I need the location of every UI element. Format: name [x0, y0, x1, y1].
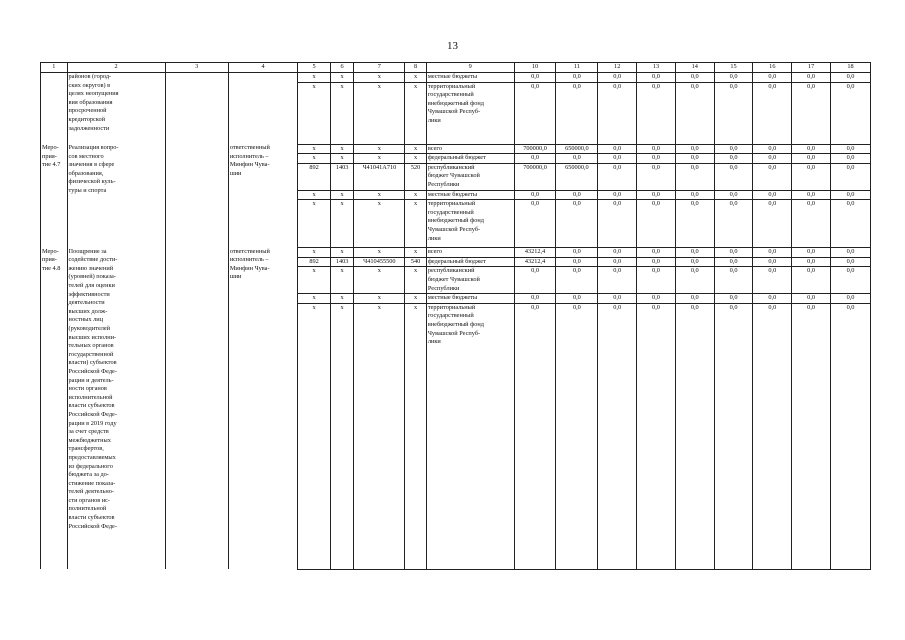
amount-cell: 0,0: [637, 154, 676, 164]
column-number-17: 17: [792, 63, 831, 73]
measure-name-cell: Реализация вопро- сов местного значения в сфере образования, физической куль- туры и спорта: [67, 144, 165, 248]
column-number-18: 18: [831, 63, 871, 73]
section-code-cell: x: [330, 73, 353, 83]
expense-type-cell: x: [405, 248, 426, 258]
amount-cell: 0,0: [675, 303, 714, 569]
target-article-cell: x: [354, 144, 405, 154]
column-number-4: 4: [228, 63, 297, 73]
funding-source-cell: местные бюджеты: [426, 73, 514, 83]
target-article-cell: x: [354, 303, 405, 569]
amount-cell: 0,0: [714, 267, 753, 294]
header-row: [41, 63, 871, 73]
amount-cell: 0,0: [675, 163, 714, 190]
expense-type-cell: x: [405, 154, 426, 164]
amount-cell: 650000,0: [556, 163, 598, 190]
amount-cell: 0,0: [637, 82, 676, 144]
amount-cell: 0,0: [753, 267, 792, 294]
funding-source-cell: территориальный государственный внебюджетный фонд Чувашской Респуб- лики: [426, 303, 514, 569]
amount-cell: 0,0: [675, 144, 714, 154]
amount-cell: 0,0: [792, 267, 831, 294]
amount-cell: 0,0: [514, 82, 556, 144]
amount-cell: 0,0: [675, 190, 714, 200]
amount-cell: 0,0: [792, 144, 831, 154]
expense-type-cell: x: [405, 73, 426, 83]
amount-cell: 0,0: [637, 163, 676, 190]
amount-cell: 0,0: [675, 294, 714, 304]
column-number-2: 2: [67, 63, 165, 73]
amount-cell: 0,0: [831, 248, 871, 258]
target-article-cell: x: [354, 82, 405, 144]
target-article-cell: x: [354, 267, 405, 294]
amount-cell: 0,0: [831, 294, 871, 304]
budget-table: [40, 62, 871, 570]
amount-cell: 0,0: [598, 82, 637, 144]
amount-cell: 0,0: [514, 294, 556, 304]
amount-cell: 0,0: [675, 154, 714, 164]
amount-cell: 0,0: [637, 267, 676, 294]
amount-cell: 0,0: [556, 303, 598, 569]
funding-source-cell: всего: [426, 144, 514, 154]
measure-id-cell: [41, 73, 68, 145]
amount-cell: 0,0: [556, 267, 598, 294]
section-code-cell: x: [330, 200, 353, 248]
amount-cell: 0,0: [675, 248, 714, 258]
amount-cell: 700000,0: [514, 163, 556, 190]
amount-cell: 0,0: [792, 82, 831, 144]
amount-cell: 0,0: [598, 303, 637, 569]
column-number-3: 3: [165, 63, 228, 73]
amount-cell: 0,0: [792, 163, 831, 190]
section-code-cell: 1403: [330, 163, 353, 190]
executor-cell: [228, 73, 297, 145]
amount-cell: 0,0: [753, 73, 792, 83]
amount-cell: 0,0: [514, 73, 556, 83]
amount-cell: 0,0: [714, 190, 753, 200]
amount-cell: 0,0: [598, 294, 637, 304]
amount-cell: 0,0: [556, 257, 598, 267]
amount-cell: 0,0: [714, 257, 753, 267]
funding-source-cell: местные бюджеты: [426, 294, 514, 304]
amount-cell: 0,0: [714, 73, 753, 83]
expense-type-cell: x: [405, 144, 426, 154]
amount-cell: 0,0: [831, 163, 871, 190]
amount-cell: 0,0: [598, 163, 637, 190]
amount-cell: 0,0: [598, 257, 637, 267]
amount-cell: 43212,4: [514, 248, 556, 258]
subprogram-cell: [165, 73, 228, 145]
amount-cell: 0,0: [792, 294, 831, 304]
amount-cell: 0,0: [831, 257, 871, 267]
amount-cell: 0,0: [556, 294, 598, 304]
amount-cell: 0,0: [753, 82, 792, 144]
grbs-cell: x: [298, 248, 331, 258]
amount-cell: 0,0: [514, 190, 556, 200]
amount-cell: 0,0: [556, 200, 598, 248]
section-code-cell: x: [330, 190, 353, 200]
amount-cell: 0,0: [514, 303, 556, 569]
expense-type-cell: x: [405, 303, 426, 569]
amount-cell: 0,0: [598, 267, 637, 294]
target-article-cell: Ч41041А710: [354, 163, 405, 190]
amount-cell: 0,0: [714, 294, 753, 304]
section-code-cell: x: [330, 154, 353, 164]
amount-cell: 0,0: [714, 144, 753, 154]
grbs-cell: x: [298, 144, 331, 154]
section-code-cell: x: [330, 303, 353, 569]
amount-cell: 0,0: [714, 154, 753, 164]
grbs-cell: x: [298, 294, 331, 304]
amount-cell: 0,0: [556, 82, 598, 144]
section-code-cell: x: [330, 267, 353, 294]
column-number-1: 1: [41, 63, 68, 73]
amount-cell: 0,0: [714, 163, 753, 190]
column-number-10: 10: [514, 63, 556, 73]
funding-source-cell: территориальный государственный внебюджетный фонд Чувашской Респуб- лики: [426, 200, 514, 248]
grbs-cell: 892: [298, 163, 331, 190]
column-number-14: 14: [675, 63, 714, 73]
amount-cell: 43212,4: [514, 257, 556, 267]
amount-cell: 0,0: [831, 82, 871, 144]
amount-cell: 0,0: [792, 248, 831, 258]
amount-cell: 0,0: [753, 163, 792, 190]
grbs-cell: x: [298, 73, 331, 83]
grbs-cell: 892: [298, 257, 331, 267]
amount-cell: 0,0: [514, 200, 556, 248]
expense-type-cell: x: [405, 294, 426, 304]
column-number-6: 6: [330, 63, 353, 73]
amount-cell: 0,0: [753, 248, 792, 258]
expense-type-cell: x: [405, 200, 426, 248]
expense-type-cell: 520: [405, 163, 426, 190]
amount-cell: 0,0: [753, 144, 792, 154]
amount-cell: 0,0: [598, 190, 637, 200]
target-article-cell: x: [354, 190, 405, 200]
target-article-cell: x: [354, 248, 405, 258]
funding-source-cell: республиканский бюджет Чувашской Республики: [426, 163, 514, 190]
target-article-cell: x: [354, 200, 405, 248]
amount-cell: 0,0: [637, 73, 676, 83]
amount-cell: 0,0: [831, 303, 871, 569]
amount-cell: 0,0: [598, 248, 637, 258]
expense-type-cell: x: [405, 190, 426, 200]
amount-cell: 0,0: [637, 200, 676, 248]
measure-id-cell: Меро- прия- тие 4.8: [41, 248, 68, 570]
target-article-cell: x: [354, 154, 405, 164]
amount-cell: 0,0: [598, 73, 637, 83]
table-row: [41, 73, 871, 83]
table-row: [41, 248, 871, 258]
column-number-11: 11: [556, 63, 598, 73]
column-number-13: 13: [637, 63, 676, 73]
column-number-15: 15: [714, 63, 753, 73]
target-article-cell: x: [354, 294, 405, 304]
amount-cell: 0,0: [753, 200, 792, 248]
column-number-12: 12: [598, 63, 637, 73]
column-number-8: 8: [405, 63, 426, 73]
amount-cell: 0,0: [675, 200, 714, 248]
amount-cell: 0,0: [792, 257, 831, 267]
amount-cell: 0,0: [556, 73, 598, 83]
amount-cell: 0,0: [637, 257, 676, 267]
amount-cell: 0,0: [714, 200, 753, 248]
amount-cell: 0,0: [831, 154, 871, 164]
subprogram-cell: [165, 144, 228, 248]
amount-cell: 0,0: [675, 267, 714, 294]
amount-cell: 0,0: [792, 303, 831, 569]
amount-cell: 0,0: [675, 73, 714, 83]
section-code-cell: x: [330, 248, 353, 258]
grbs-cell: x: [298, 154, 331, 164]
amount-cell: 0,0: [831, 267, 871, 294]
amount-cell: 0,0: [598, 200, 637, 248]
target-article-cell: Ч410455500: [354, 257, 405, 267]
page-number: 13: [447, 40, 458, 52]
expense-type-cell: x: [405, 267, 426, 294]
column-number-16: 16: [753, 63, 792, 73]
amount-cell: 0,0: [831, 200, 871, 248]
amount-cell: 0,0: [831, 73, 871, 83]
executor-cell: ответственный исполнитель – Минфин Чува- шии: [228, 144, 297, 248]
expense-type-cell: x: [405, 82, 426, 144]
section-code-cell: x: [330, 144, 353, 154]
amount-cell: 0,0: [675, 82, 714, 144]
amount-cell: 0,0: [637, 190, 676, 200]
section-code-cell: x: [330, 82, 353, 144]
funding-source-cell: всего: [426, 248, 514, 258]
amount-cell: 0,0: [714, 82, 753, 144]
executor-cell: ответственный исполнитель – Минфин Чува- шии: [228, 248, 297, 570]
column-number-5: 5: [298, 63, 331, 73]
amount-cell: 0,0: [598, 144, 637, 154]
amount-cell: 0,0: [514, 267, 556, 294]
amount-cell: 0,0: [753, 257, 792, 267]
amount-cell: 0,0: [792, 200, 831, 248]
subprogram-cell: [165, 248, 228, 570]
amount-cell: 0,0: [556, 190, 598, 200]
amount-cell: 0,0: [831, 190, 871, 200]
amount-cell: 0,0: [753, 190, 792, 200]
measure-name-cell: Поощрение за содействие дости- жению значений (уровней) показа- телей для оценки эффективности деятельности высших долж- ностных лиц (руководителей высших исполни- тельных органов государственной власти) субъектов Российской Феде- рации и деятель- ности органов исполнительной власти субъектов Российской Феде- рации в 2019 году за счет средств межбюджетных трансфертов, предоставляемых из федерального бюджета за до- стижение показа- телей деятельно- сти органов ис- полнительной власти субъектов Российской Феде-: [67, 248, 165, 570]
funding-source-cell: территориальный государственный внебюджетный фонд Чувашской Респуб- лики: [426, 82, 514, 144]
column-number-9: 9: [426, 63, 514, 73]
amount-cell: 0,0: [753, 154, 792, 164]
funding-source-cell: республиканский бюджет Чувашской Республики: [426, 267, 514, 294]
amount-cell: 700000,0: [514, 144, 556, 154]
funding-source-cell: федеральный бюджет: [426, 257, 514, 267]
amount-cell: 0,0: [714, 303, 753, 569]
measure-id-cell: Меро- прия- тие 4.7: [41, 144, 68, 248]
amount-cell: 0,0: [637, 248, 676, 258]
section-code-cell: x: [330, 294, 353, 304]
expense-type-cell: 540: [405, 257, 426, 267]
grbs-cell: x: [298, 267, 331, 294]
amount-cell: 0,0: [753, 294, 792, 304]
amount-cell: 0,0: [556, 248, 598, 258]
section-code-cell: 1403: [330, 257, 353, 267]
amount-cell: 0,0: [714, 248, 753, 258]
column-number-7: 7: [354, 63, 405, 73]
amount-cell: 0,0: [637, 144, 676, 154]
amount-cell: 0,0: [675, 257, 714, 267]
amount-cell: 0,0: [637, 294, 676, 304]
table-row: [41, 144, 871, 154]
amount-cell: 0,0: [792, 73, 831, 83]
funding-source-cell: местные бюджеты: [426, 190, 514, 200]
grbs-cell: x: [298, 200, 331, 248]
grbs-cell: x: [298, 82, 331, 144]
amount-cell: 0,0: [753, 303, 792, 569]
target-article-cell: x: [354, 73, 405, 83]
amount-cell: 0,0: [514, 154, 556, 164]
amount-cell: 0,0: [792, 190, 831, 200]
grbs-cell: x: [298, 303, 331, 569]
amount-cell: 0,0: [792, 154, 831, 164]
amount-cell: 0,0: [556, 154, 598, 164]
grbs-cell: x: [298, 190, 331, 200]
amount-cell: 650000,0: [556, 144, 598, 154]
amount-cell: 0,0: [637, 303, 676, 569]
measure-name-cell: районов (город- ских округов) в целях неопущения вия образования просроченной кредиторской задолженности: [67, 73, 165, 145]
amount-cell: 0,0: [598, 154, 637, 164]
amount-cell: 0,0: [831, 144, 871, 154]
funding-source-cell: федеральный бюджет: [426, 154, 514, 164]
